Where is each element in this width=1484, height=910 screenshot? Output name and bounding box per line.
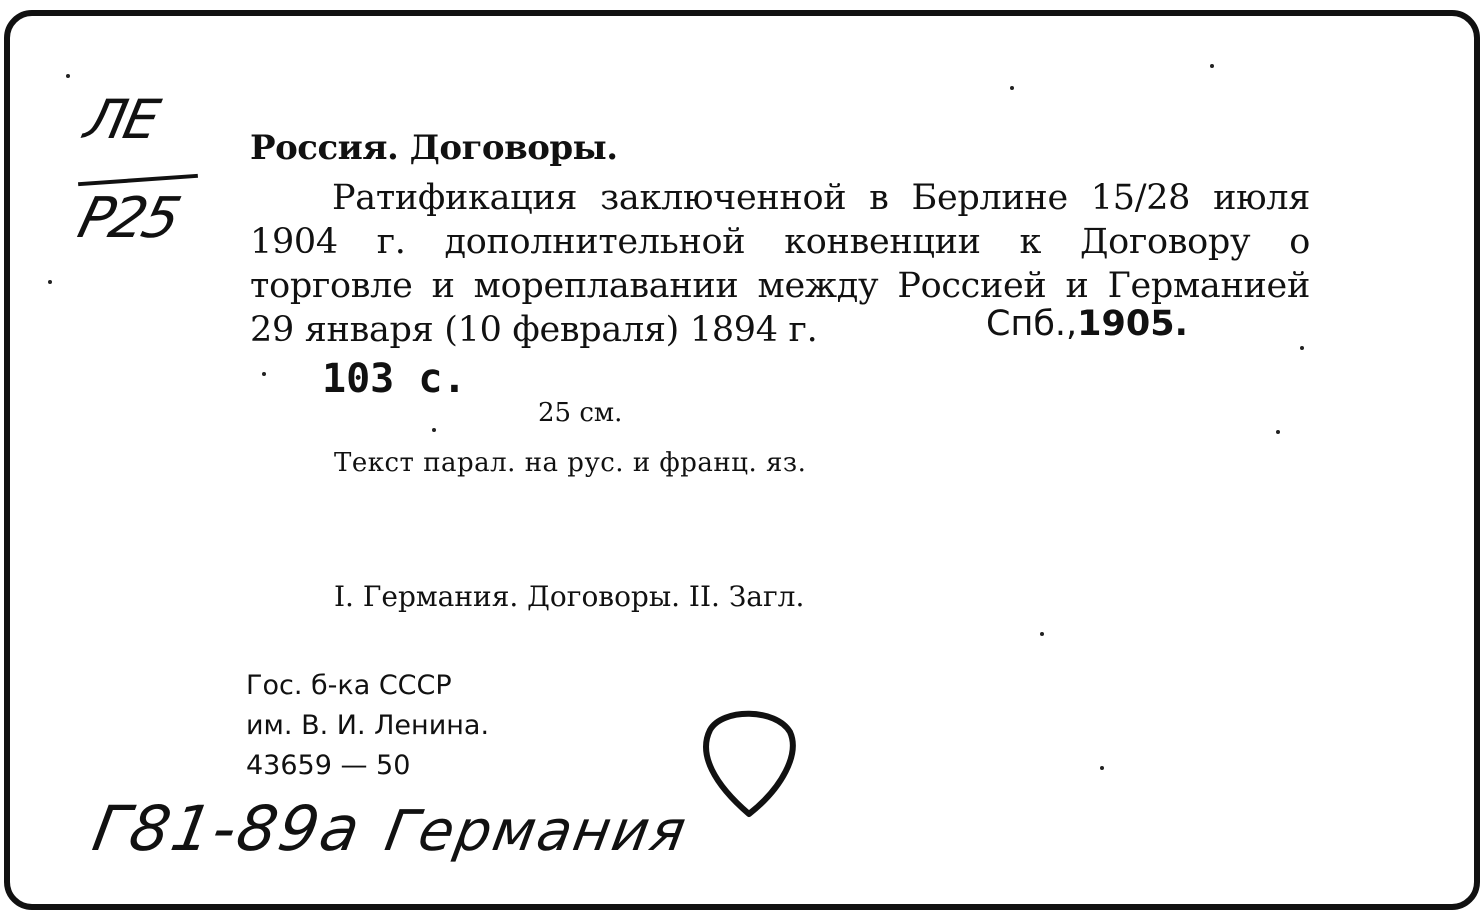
card-description: Ратификация заключенной в Берлине 15/28 июля 1904 г. дополнительной конвенции к Договору о торговле и мореплавании между Россией и Германией 29 января (10 февраля) 1894 г. (250, 178, 1310, 350)
ink-speck (262, 372, 266, 376)
language-note: Текст парал. на рус. и франц. яз. (334, 448, 807, 478)
library-line-3: 43659 — 50 (246, 750, 411, 781)
ink-speck (1100, 766, 1104, 770)
ink-speck (1010, 86, 1014, 90)
subject-headings: I. Германия. Договоры. II. Загл. (334, 580, 805, 613)
publication-place: Спб., (986, 304, 1078, 344)
hand-drawn-circle-mark (694, 704, 804, 824)
book-size: 25 см. (538, 398, 623, 428)
ink-speck (1300, 346, 1304, 350)
handwritten-country: Германия (380, 799, 693, 864)
card-heading: Россия. Договоры. (250, 128, 618, 168)
library-stamp (246, 666, 489, 786)
library-line-2: им. В. И. Ленина. (246, 710, 490, 741)
publication-info (986, 304, 1188, 344)
ink-speck (1210, 64, 1214, 68)
ink-speck (432, 428, 436, 432)
library-line-1: Гос. б-ка СССР (246, 670, 452, 701)
shelfmark-bottom: Р25 (71, 186, 185, 251)
page-count: 103 с. (322, 356, 467, 402)
handwritten-footer (88, 792, 694, 865)
publication-year: 1905. (1077, 304, 1188, 344)
handwritten-call-number: Г81-89a (87, 792, 368, 865)
ink-speck (1040, 632, 1044, 636)
shelfmark-top: ЛЕ (79, 88, 164, 151)
ink-speck (66, 74, 70, 78)
ink-speck (1276, 430, 1280, 434)
ink-speck (48, 280, 52, 284)
